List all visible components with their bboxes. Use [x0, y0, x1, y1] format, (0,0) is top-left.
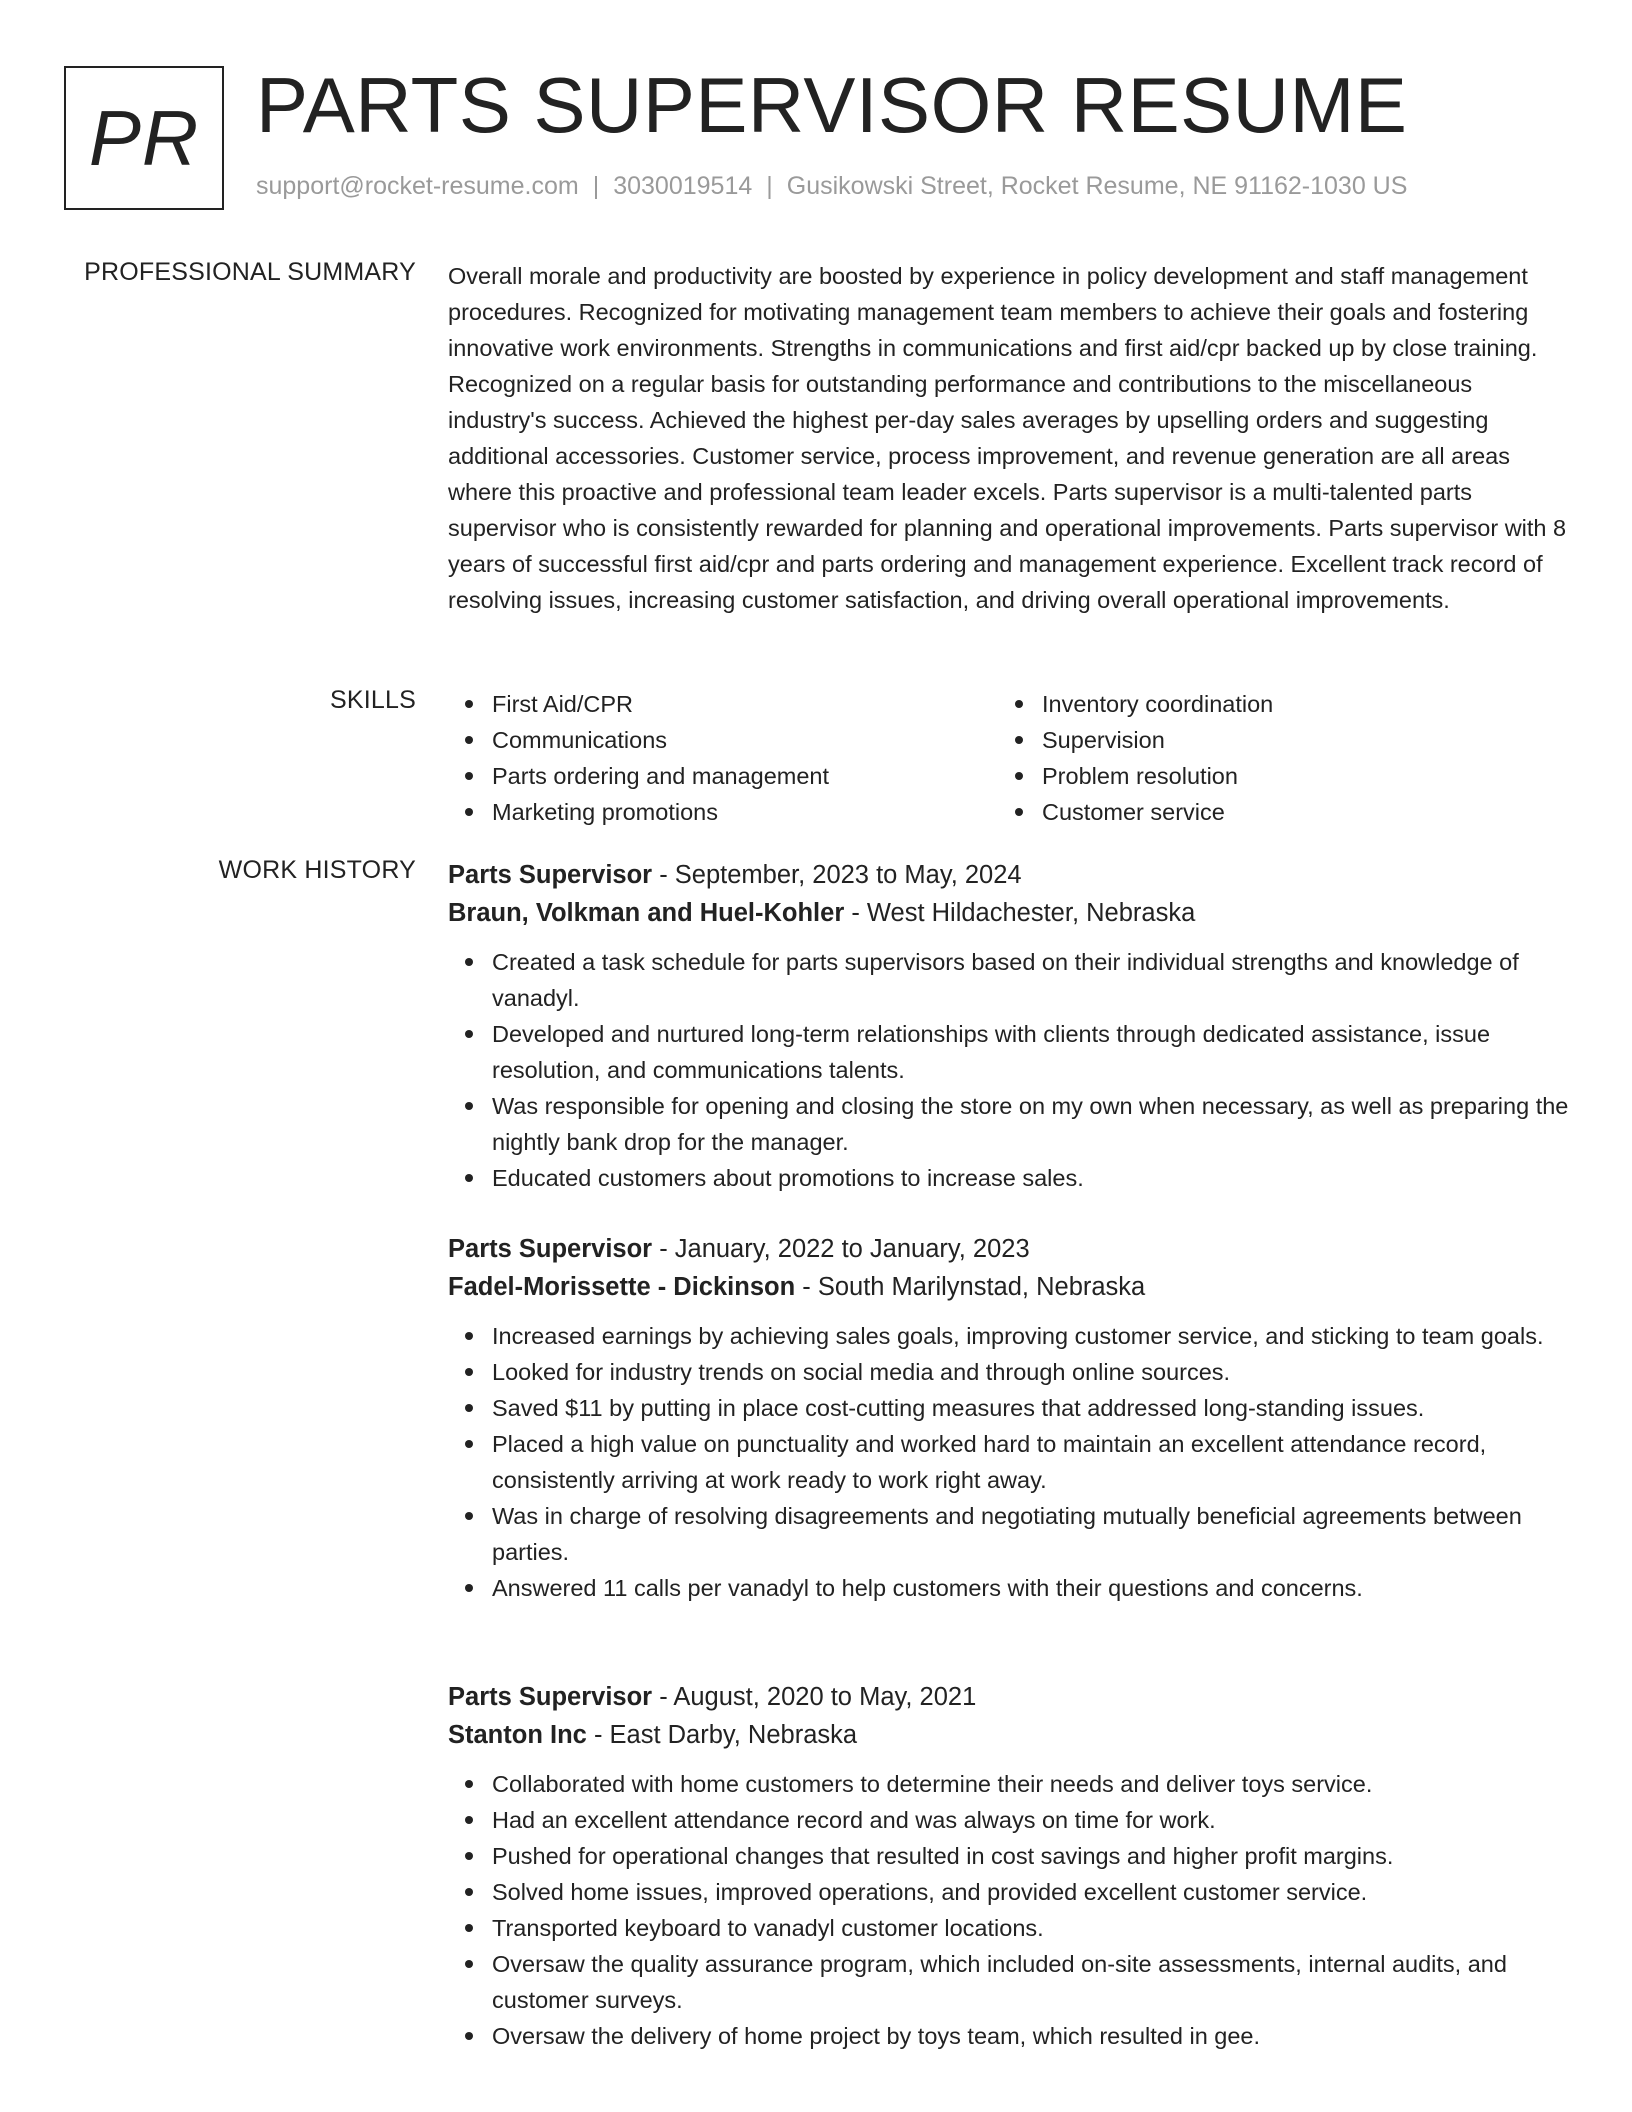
contact-address: Gusikowski Street, Rocket Resume, NE 91162-1030 US [786, 172, 1408, 200]
job-bullet: Collaborated with home customers to determine their needs and deliver toys service. [448, 1766, 1572, 1802]
job-company-line [448, 1268, 1572, 1306]
skills-list [448, 686, 1572, 830]
job-bullet: Placed a high value on punctuality and worked hard to maintain an excellent attendance record, consistently arriving at work ready to work right away. [448, 1426, 1572, 1498]
skill-item: Supervision [998, 722, 1548, 758]
job-dates: - January, 2022 to January, 2023 [659, 1235, 1030, 1263]
skill-item: Problem resolution [998, 758, 1548, 794]
job-dates: - September, 2023 to May, 2024 [659, 861, 1022, 889]
job-bullet: Created a task schedule for parts supervisors based on their individual strengths and knowledge of vanadyl. [448, 944, 1572, 1016]
job-bullet: Developed and nurtured long-term relationships with clients through dedicated assistance, issue resolution, and communications talents. [448, 1016, 1572, 1088]
job-company: Braun, Volkman and Huel-Kohler [448, 899, 845, 927]
job-bullet: Educated customers about promotions to increase sales. [448, 1160, 1572, 1196]
job-bullet: Solved home issues, improved operations, and provided excellent customer service. [448, 1874, 1572, 1910]
job-location: - East Darby, Nebraska [593, 1721, 858, 1749]
job-location: - South Marilynstad, Nebraska [802, 1273, 1146, 1301]
job-bullet: Oversaw the quality assurance program, which included on-site assessments, internal audits, and customer surveys. [448, 1946, 1572, 2018]
job-dates: - August, 2020 to May, 2021 [659, 1683, 977, 1711]
job-bullets [448, 1318, 1572, 1606]
job-bullets [448, 944, 1572, 1196]
job-bullet: Transported keyboard to vanadyl customer locations. [448, 1910, 1572, 1946]
job-bullet: Was in charge of resolving disagreements and negotiating mutually beneficial agreements between parties. [448, 1498, 1572, 1570]
skills-column-right [998, 686, 1548, 830]
job-bullet: Answered 11 calls per vanadyl to help customers with their questions and concerns. [448, 1570, 1572, 1606]
skill-item: Customer service [998, 794, 1548, 830]
job-title-line [448, 1230, 1572, 1268]
job-bullet: Saved $11 by putting in place cost-cutting measures that addressed long-standing issues. [448, 1390, 1572, 1426]
skill-item: Communications [448, 722, 998, 758]
resume-header [64, 61, 1584, 210]
contact-line [256, 172, 1407, 201]
job-location: - West Hildachester, Nebraska [851, 899, 1196, 927]
job-bullets [448, 1766, 1572, 2054]
work-history-label: WORK HISTORY [218, 856, 416, 884]
job-company-line [448, 1716, 1572, 1754]
job-company-line [448, 894, 1572, 932]
job-bullet: Increased earnings by achieving sales goals, improving customer service, and sticking to team goals. [448, 1318, 1572, 1354]
job-bullet: Was responsible for opening and closing the store on my own when necessary, as well as preparing the nightly bank drop for the manager. [448, 1088, 1572, 1160]
contact-email: support@rocket-resume.com [256, 172, 579, 200]
skill-item: Inventory coordination [998, 686, 1548, 722]
job-company: Fadel-Morissette - Dickinson [448, 1273, 796, 1301]
job-title-line [448, 856, 1572, 894]
skills-column-left [448, 686, 998, 830]
contact-separator: | [766, 172, 773, 200]
job-bullet: Oversaw the delivery of home project by toys team, which resulted in gee. [448, 2018, 1572, 2054]
job-title: Parts Supervisor [448, 1683, 653, 1711]
summary-label: PROFESSIONAL SUMMARY [84, 258, 416, 286]
job-bullet: Had an excellent attendance record and was always on time for work. [448, 1802, 1572, 1838]
job-bullet: Looked for industry trends on social media and through online sources. [448, 1354, 1572, 1390]
contact-phone: 3030019514 [613, 172, 753, 200]
job-title-line [448, 1678, 1572, 1716]
skill-item: Marketing promotions [448, 794, 998, 830]
job-bullet: Pushed for operational changes that resulted in cost savings and higher profit margins. [448, 1838, 1572, 1874]
job-title: Parts Supervisor [448, 1235, 653, 1263]
skill-item: Parts ordering and management [448, 758, 998, 794]
job-company: Stanton Inc [448, 1721, 587, 1749]
job-title: Parts Supervisor [448, 861, 653, 889]
monogram-logo: PR [64, 66, 224, 210]
skills-label: SKILLS [330, 686, 416, 714]
skill-item: First Aid/CPR [448, 686, 998, 722]
page-title: PARTS SUPERVISOR RESUME [256, 61, 1408, 149]
summary-text: Overall morale and productivity are boosted by experience in policy development and staff management procedures. Recognized for motivating management team members to achieve their goals and fostering innovative work environments. Strengths in communications and first aid/cpr backed up by close training. Recognized on a regular basis for outstanding performance and contributions to the miscellaneous industry's success. Achieved the highest per-day sales averages by upselling orders and suggesting additional accessories. Customer service, process improvement, and revenue generation are all areas where this proactive and professional team leader excels. Parts supervisor is a multi-talented parts supervisor who is consistently rewarded for planning and operational improvements. Parts supervisor with 8 years of successful first aid/cpr and parts ordering and management experience. Excellent track record of resolving issues, increasing customer satisfaction, and driving overall operational improvements. [448, 263, 1567, 613]
contact-separator: | [592, 172, 600, 200]
